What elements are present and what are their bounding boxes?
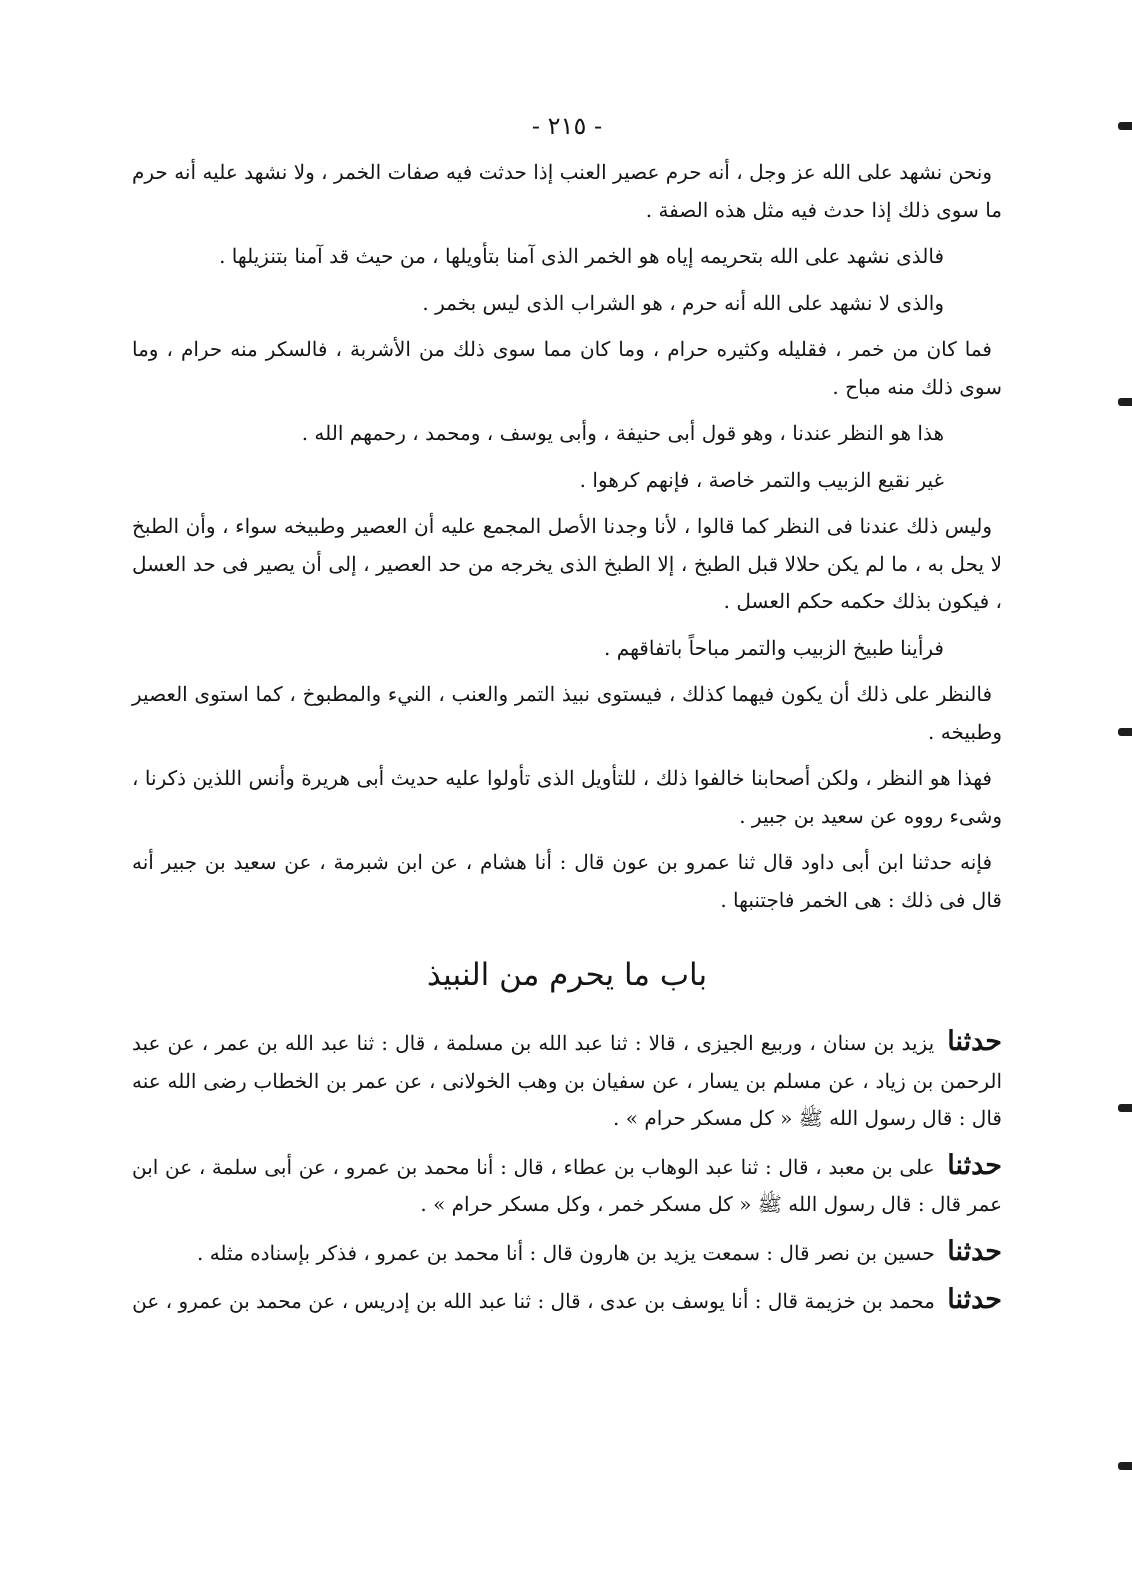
narration-mark: حدثنا [947, 1149, 1002, 1181]
narration [132, 1147, 1002, 1224]
paragraph: فما كان من خمر ، فقليله وكثيره حرام ، وما كان مما سوى ذلك من الأشربة ، فالسكر منه حرام ، وما سوى ذلك منه مباح . [132, 337, 1002, 399]
paragraph: غير نقيع الزبيب والتمر خاصة ، فإنهم كرهوا . [579, 467, 944, 492]
paragraph: وليس ذلك عندنا فى النظر كما قالوا ، لأنا وجدنا الأصل المجمع عليه أن العصير وطبيخه سواء ، وأن الطبخ لا يحل به ، ما لم يكن حلالا قبل الطبخ ، إلا الطبخ الذى يخرجه من حد العصير ، إلى أن يصير فى حد العسل ، فيكون بذلك حكمه حكم العسل . [132, 514, 1002, 613]
scan-edge-mark [1118, 728, 1132, 736]
narration-text: يزيد بن سنان ، وربيع الجيزى ، قالا : ثنا عبد الله بن مسلمة ، قال : ثنا عبد الله بن عمر ، عن عبد الرحمن بن زياد ، عن مسلم بن يسار ، عن سفيان بن وهب الخولانى ، عن عمر بن الخطاب رضى الله عنه قال : قال رسول الله ﷺ « كل مسكر حرام » . [132, 1031, 1002, 1130]
narration [132, 1233, 1002, 1273]
book-page [132, 110, 1002, 1330]
paragraph: فرأينا طبيخ الزبيب والتمر مباحاً باتفاقهم . [604, 635, 944, 660]
paragraph: فالذى نشهد على الله بتحريمه إياه هو الخمر الذى آمنا بتأويلها ، من حيث قد آمنا بتنزيلها . [219, 244, 944, 268]
narration-mark: حدثنا [947, 1284, 1002, 1315]
scan-edge-mark [1118, 1462, 1132, 1470]
paragraph: هذا هو النظر عندنا ، وهو قول أبى حنيفة ، وأبى يوسف ، ومحمد ، رحمهم الله . [301, 421, 944, 445]
scan-edge-mark [1118, 1104, 1132, 1112]
narration-mark: حدثنا [947, 1235, 1002, 1267]
scan-edge-mark [1118, 122, 1132, 130]
paragraph: فإنه حدثنا ابن أبى داود قال ثنا عمرو بن عون قال : أنا هشام ، عن ابن شبرمة ، عن سعيد بن جبير أنه قال فى ذلك : هى الخمر فاجتنبها . [132, 850, 1002, 912]
page-number: - ٢١٥ - [531, 112, 603, 140]
narration-mark: حدثنا [947, 1026, 1002, 1057]
narration-text: محمد بن خزيمة قال : أنا يوسف بن عدى ، قال : ثنا عبد الله بن إدريس ، عن محمد بن عمرو ، عن [132, 1289, 935, 1313]
paragraph: ونحن نشهد على الله عز وجل ، أنه حرم عصير العنب إذا حدثت فيه صفات الخمر ، ولا نشهد عليه أنه حرم ما سوى ذلك إذا حدث فيه مثل هذه الصفة . [132, 160, 1002, 222]
paragraph: فالنظر على ذلك أن يكون فيهما كذلك ، فيستوى نبيذ التمر والعنب ، النيء والمطبوخ ، كما استوى العصير وطبيخه . [132, 682, 1002, 744]
paragraph: فهذا هو النظر ، ولكن أصحابنا خالفوا ذلك ، للتأويل الذى تأولوا عليه حديث أبى هريرة وأنس اللذين ذكرنا ، وشىء رووه عن سعيد بن جبير . [132, 766, 1002, 828]
narration [132, 1023, 1002, 1138]
section-heading: باب ما يحرم من النبيذ [426, 957, 708, 993]
narration [132, 1281, 1002, 1321]
paragraph: والذى لا نشهد على الله أنه حرم ، هو الشراب الذى ليس بخمر . [422, 290, 944, 315]
narration-text: على بن معبد ، قال : ثنا عبد الوهاب بن عطاء ، قال : أنا محمد بن عمرو ، عن أبى سلمة ، عن ابن عمر قال : قال رسول الله ﷺ « كل مسكر خمر ، وكل مسكر حرام » . [132, 1154, 1002, 1216]
narration-text: حسين بن نصر قال : سمعت يزيد بن هارون قال : أنا محمد بن عمرو ، فذكر بإسناده مثله . [196, 1240, 935, 1265]
scan-edge-mark [1118, 398, 1132, 406]
